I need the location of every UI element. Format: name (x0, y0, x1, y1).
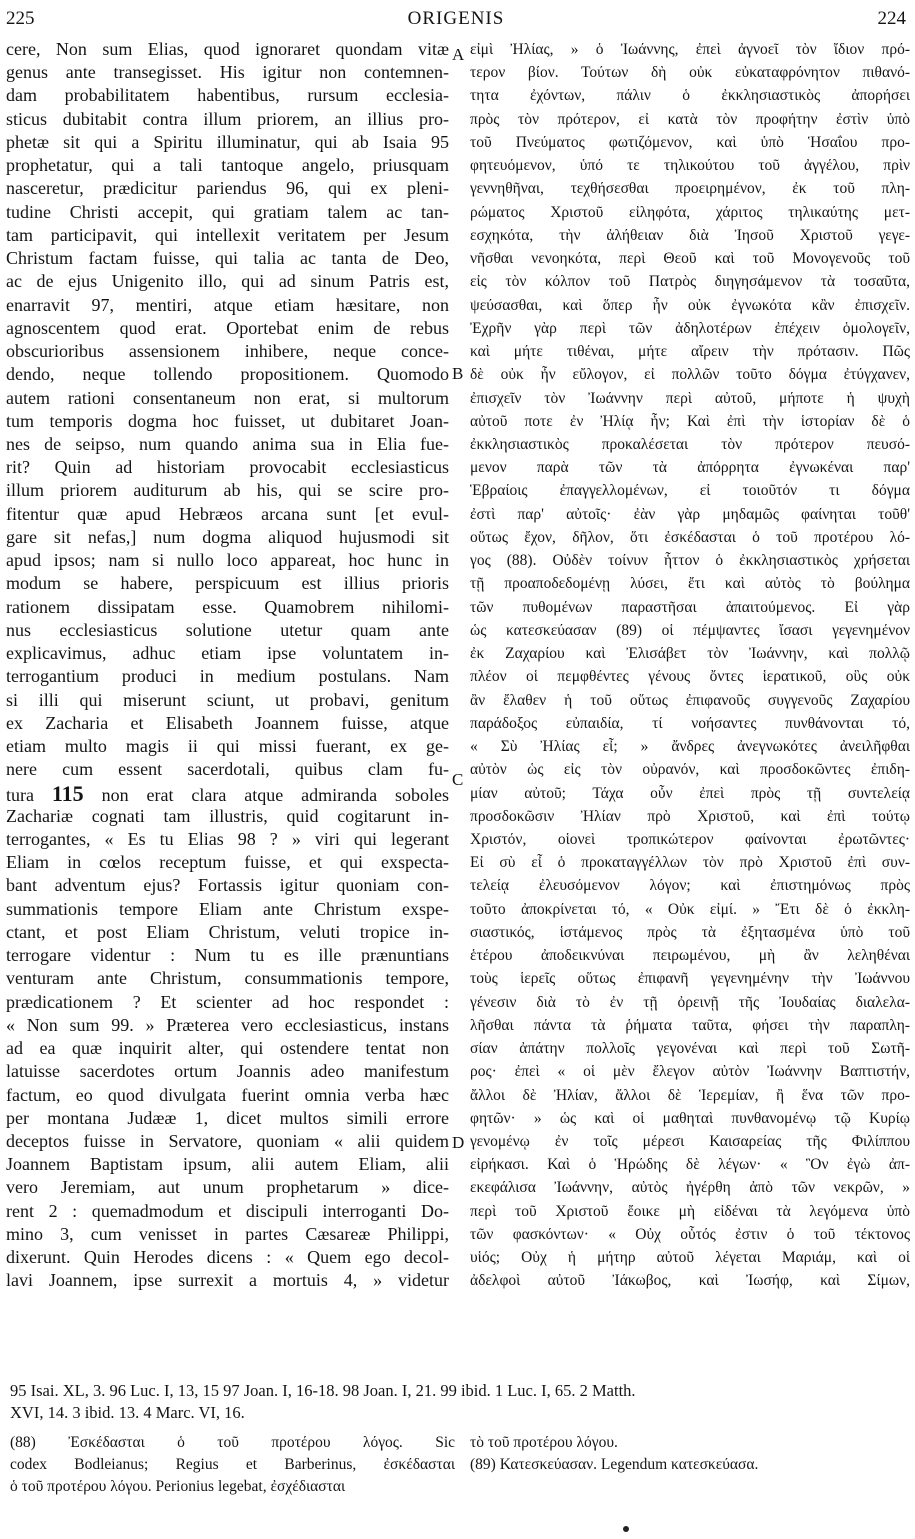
latin-line: Joannem Baptistam ipsum, alii autem Eliam, alii (6, 1154, 449, 1175)
latin-line: tura 115 non erat clara atque admiranda soboles (6, 780, 449, 806)
latin-line: Zachariæ cognati tam illustris, quid cogitarunt in- (6, 805, 449, 826)
greek-line: Ἐχρῆν γὰρ περὶ τῶν ἀδηλοτέρων ἐπέχειν ὁμολογεῖν, (470, 319, 910, 337)
latin-line: sticus dubitabit contra illum priorem, an illius pro- (6, 108, 449, 129)
greek-line: Ἑβραίοις ἐπαγγελλομένων, εἰ τοιοῦτόν τι δόγμα (470, 482, 910, 500)
notes_right-line: τὸ τοῦ προτέρου λόγου. (470, 1434, 618, 1451)
latin-line: rationem dissipatam esse. Quamobrem nihilomi- (6, 596, 449, 617)
greek-line: προσδοκῶσιν Ἠλίαν πρὸ Χριστοῦ, καὶ ἐπὶ τούτῳ (470, 807, 910, 825)
greek-line: πρὸς τὸν πρότερον, εἰ κατὰ τὸν προφήτην ἐστὶν ὑπὸ (470, 110, 910, 128)
greek-line: ἄλλοι δὲ Ἠλίαν, ἄλλοι δὲ Ἱερεμίαν, ἢ ἕνα τῶν προ- (470, 1086, 910, 1104)
latin-line: latuisse sacerdotes ortum Joannis adeo manifestum (6, 1061, 449, 1082)
latin-line: cere, Non sum Elias, quod ignoraret quondam vitæ (6, 39, 449, 59)
greek-line: μενον παρὰ τῶν τὰ ἀπόρρητα ἐγνωκέναι παρ' (470, 459, 910, 477)
page-number-right: 224 (877, 8, 906, 29)
latin-line: per montana Judææ 1, dicet multos simili errore (6, 1107, 449, 1128)
margin-letter-b: B (452, 364, 464, 383)
greek-line: ψεύσασθαι, καὶ ὅπερ ἦν οὐκ ἐγνωκότα κἂν ἐπισχεῖν. (470, 296, 910, 314)
greek-line: παράδοξος εὐπαιδία, τί νοήσαντες πυνθάνονται τό, (470, 714, 910, 732)
latin-line: Eliam in cœlos receptum fuisse, et qui exspecta- (6, 852, 449, 873)
latin-line: Christum factam fuisse, qui talia ac tanta de Deo, (6, 248, 449, 269)
latin-line: agnoscentem quod erat. Oportebat enim de rebus (6, 317, 449, 338)
greek-line: σιαστικός, ἱστάμενος πρὸς τὰ ἐξητασμένα ὑπὸ τοῦ (470, 923, 910, 941)
latin-line: terrogantium produci in medium postulans. Nam (6, 666, 449, 687)
greek-line: εσχηκότα, τὴν ἀλήθειαν διὰ Ἰησοῦ Χριστοῦ γεγε- (470, 226, 910, 244)
margin-letter-c: C (452, 770, 464, 789)
greek-line: ἐκ Ζαχαρίου καὶ Ἐλισάβετ τὸν Ἰωάννην, καὶ πολλῷ (470, 645, 910, 663)
greek-line: αὐτὸν ὡς εἰς τὸν οὐρανόν, καὶ προσδοκῶντες ἐπιδη- (470, 761, 910, 779)
latin-column (6, 38, 449, 1293)
greek-line: Χριστόν, οἱονεὶ τροπικώτερον φαίνονται ἐρωτῶντες· (470, 830, 910, 848)
latin-line: phetæ sit qui a Spiritu illuminatur, qui ab Isaia 95 (6, 131, 449, 152)
greek-line: λῆσθαι πάντα τὰ ῥήματα ταῦτα, φήσει τὴν παραπλη- (470, 1016, 910, 1034)
greek-line: πλέον οἱ πεμφθέντες γένους ὄντες ἱερατικοῦ, οὓς οὐκ (470, 668, 910, 686)
margin-letter-d: D (452, 1133, 465, 1152)
greek-line: εἰμὶ Ἠλίας, » ὁ Ἰωάννης, ἐπεὶ ἀγνοεῖ τὸν ἴδιον πρό- (470, 41, 910, 58)
latin-line: nasceretur, prædicitur pariendus 96, qui ex pleni- (6, 178, 449, 199)
page-dot (623, 1526, 629, 1532)
column-number: 115 (51, 780, 84, 806)
latin-line: ctant, et post Eliam Christum, veluti tropice in- (6, 921, 449, 942)
latin-line: obscurioribus assensionem inhibere, neque conce- (6, 341, 449, 362)
greek-line: μίαν αὐτοῦ; Τάχα οὖν ἐπεὶ πρὸς τῇ συντελείᾳ (470, 784, 910, 802)
greek-line: εἰς τὸν κόλπον τοῦ Πατρὸς διηγησάμενον τὰ τοσαῦτα, (470, 273, 910, 291)
latin-line: enarravit 97, mentiri, atque etiam hæsitare, non (6, 294, 449, 315)
latin-line: dendo, neque tollendo propositionem. Quomodo (6, 364, 449, 385)
notes_right-line: (89) Κατεσκεύασαν. Legendum κατεσκεύασα. (470, 1456, 759, 1473)
latin-line: ex Zacharia et Elisabeth Joannem fuisse, atque (6, 712, 449, 733)
greek-line: τῇ προαποδεδομένῃ λύσει, ἔτι καὶ αὐτὸς τὸ βούλημα (470, 575, 910, 593)
greek-line: ρος· ἐπεὶ « οἱ μὲν ἔλεγον αὐτὸν Ἰωάννην Βαπτιστήν, (470, 1063, 910, 1081)
references-line: 95 Isai. XL, 3. 96 Luc. I, 13, 15 97 Joan. I, 16-18. 98 Joan. I, 21. 99 ibid. 1 Luc. I, 65. 2 Matth. (10, 1381, 636, 1400)
latin-line: tudine Christi accepit, qui gratiam talem ac tan- (6, 201, 449, 222)
greek-line: αὐτοῦ ποτε ἐν Ἠλίᾳ ἦν; Καὶ ἐπὶ τὴν ἱστορίαν δὲ ὁ (470, 412, 910, 430)
greek-line: υἱός; Οὐχ ἡ μήτηρ αὐτοῦ λέγεται Μαριάμ, καὶ οἱ (470, 1249, 910, 1267)
latin-line: apud ipsos; nam si nullo loco appareat, hoc hunc in (6, 550, 449, 571)
greek-line: νῆσθαι νενοηκότα, περὶ Θεοῦ καὶ τοῦ Μονογενοῦς τοῦ (470, 250, 910, 268)
greek-line: τητα ἐχόντων, πάλιν ὁ ἐκκλησιαστικὸς ἀπορήσει (470, 87, 910, 105)
greek-line: ἑτέρου ἀποδεικνύναι πειρωμένου, μὴ ἂν λεληθέναι (470, 947, 910, 965)
notes_left-line: ὁ τοῦ προτέρου λόγου. Perionius legebat, ἐσχέδιασται (10, 1478, 346, 1495)
greek-line: τοὺς ἱερεῖς οὕτως ἐπιφανῆ γεγενημένην τὴν Ἰωάννου (470, 970, 910, 988)
latin-line: terrogare videntur : Num tu es ille prænuntians (6, 945, 449, 966)
notes_left-line: (88) Ἐσκέδασται ὁ τοῦ προτέρου λόγος. Sic (10, 1434, 455, 1451)
references-line: XVI, 14. 3 ibid. 13. 4 Marc. VI, 16. (10, 1403, 245, 1422)
greek-line: γεννηθῆναι, τεχθήσεσθαι προειρημένον, ἐκ τοῦ πλη- (470, 180, 910, 198)
latin-line: deceptos fuisse in Servatore, quoniam « alii quidem (6, 1131, 449, 1152)
latin-line: nes de seipso, num quando anima sua in Elia fue- (6, 433, 449, 454)
latin-line: illum priorem auditurum ab his, qui se scire pro- (6, 480, 449, 501)
greek-line: τοῦτο ἀποκρίνεται τό, « Οὐκ εἰμί. » Ἔτι δὲ ὁ ἐκκλη- (470, 900, 910, 918)
greek-line: καὶ μήτε τιθέναι, μήτε αἴρειν τὴν πρότασιν. Πῶς (470, 343, 910, 361)
latin-line: nere cum essent sacerdotali, quibus clam fu- (6, 759, 449, 780)
latin-line: rent 2 : quemadmodum et discipuli interroganti Do- (6, 1200, 449, 1221)
latin-line: « Non sum 99. » Præterea vero ecclesiasticus, instans (6, 1014, 449, 1035)
greek-line: γένεσιν διὰ τὸ ἐν τῇ ὀρεινῇ τῆς Ἰουδαίας διαλελα- (470, 993, 910, 1011)
greek-line: γενομένῳ ἐν τοῖς μέρεσι Καισαρείας τῆς Φιλίππου (470, 1133, 910, 1151)
latin-line: lavi Joannem, ipse surrexit a mortuis 4, » videtur (6, 1270, 449, 1291)
scripture-references (10, 1380, 905, 1424)
margin-letter-a: A (452, 45, 465, 64)
notes_left-line: codex Bodleianus; Regius et Barberinus, ἐσκέδασται (10, 1456, 455, 1473)
greek-line: οὕτως ἔχον, δῆλον, ὅτι ἐσκέδασται ὁ τοῦ προτέρου λό- (470, 528, 910, 546)
greek-line: τοῦ Πνεύματος φωτιζόμενον, καὶ ὑπὸ Ἡσαΐου προ- (470, 133, 910, 151)
greek-line: φητευόμενον, ὑπό τε τηλικούτου τοῦ ἀγγέλου, πρὶν (470, 157, 910, 175)
latin-line: fitentur quæ apud Hebræos arcana sunt [et evul- (6, 503, 449, 524)
latin-line: modum se habere, perspicuum est illius prioris (6, 573, 449, 594)
greek-line: ἂν ἔλαθεν ἡ τοῦ οὕτως ἐπιφανοῦς συγγενοῦς Ζαχαρίου (470, 691, 910, 709)
latin-line: gare sit nefas,] num dogma aliquod hujusmodi sit (6, 526, 449, 547)
latin-line: explicavimus, adhuc etiam ipse voluntatem in- (6, 643, 449, 664)
latin-line: venturam ante Christum, consummationis tempore, (6, 968, 449, 989)
page-number-left: 225 (6, 8, 35, 29)
greek-line: τῶν πυθομένων παραστῆσαι ἀπαιτούμενος. Εἰ γὰρ (470, 598, 910, 616)
greek-line: ὡς κατεσκεύασαν (89) οἱ πέμψαντες ἴσασι γεγενημένον (470, 621, 910, 639)
latin-line: bant adventum ejus? Fortassis igitur quoniam con- (6, 875, 449, 896)
greek-line: δὲ οὐκ ἦν εὔλογον, εἰ πολλῶν τοῦτο δόγμα ἐτύγχανεν, (470, 366, 910, 384)
footnotes-left (10, 1432, 455, 1498)
greek-line: εκεφάλισα Ἰωάννην, αὐτὸς ἠγέρθη ἀπὸ τῶν νεκρῶν, » (470, 1179, 910, 1197)
latin-line: factum, eo quod divulgata fuerint omnia verba hæc (6, 1084, 449, 1105)
latin-line: si illi qui miserunt sciunt, ut probavi, genitum (6, 689, 449, 710)
latin-line: tam participavit, qui intellexit veritatem per Jesum (6, 224, 449, 245)
greek-line: τερον βίον. Τούτων δὴ οὐκ εὐκαταφρόνητον πιθανό- (470, 64, 910, 82)
latin-line: summationis tempore Eliam ante Christum exspe- (6, 898, 449, 919)
latin-line: dam probabilitatem habentibus, rursum ecclesia- (6, 85, 449, 106)
greek-line: περὶ τοῦ Χριστοῦ ἔοικε μὴ εἰδέναι τὰ λεγόμενα ὑπὸ (470, 1202, 910, 1220)
page-header (6, 6, 906, 32)
latin-line: ac de ejus Unigenito illo, qui ad sinum Patris est, (6, 271, 449, 292)
greek-line: ἐκκλησιαστικὸς προκαλέσεται τὸν πρότερον πευσό- (470, 435, 910, 453)
greek-line: ἐστὶ παρ' αὐτοῖς· ἐὰν γὰρ μηδαμῶς φαίνηται τοῦθ' (470, 505, 910, 523)
latin-line: prophetatur, qui a tali tantoque angelo, priusquam (6, 155, 449, 176)
latin-line: etiam multo magis ii qui missi fuerant, ex ge- (6, 736, 449, 757)
greek-line: ρώματος Χριστοῦ εἰληφότα, χάριτος τηλικαύτης μετ- (470, 203, 910, 221)
latin-line: ad ea quæ inquirit alter, qui ostendere tentat non (6, 1038, 449, 1059)
latin-line: prædicationem ? Et scienter ad hoc respondet : (6, 991, 449, 1012)
running-title: ORIGENIS (407, 8, 505, 29)
latin-line: terrogantes, « Es tu Elias 98 ? » viri qui legerant (6, 828, 449, 849)
footnotes-right (470, 1432, 910, 1476)
latin-line: mino 3, cum venisset in partes Cæsareæ Philippi, (6, 1223, 449, 1244)
latin-line: autem rationi consentaneum non erat, si multorum (6, 387, 449, 408)
greek-line: ἐπισχεῖν τὸν Ἰωάννην περὶ αὐτοῦ, μήποτε ἡ ψυχὴ (470, 389, 910, 407)
greek-line: ἀδελφοὶ αὐτοῦ Ἰάκωβος, καὶ Ἰωσήφ, καὶ Σίμων, (470, 1272, 910, 1290)
latin-line: dixerunt. Quin Herodes dicens : « Quem ego decol- (6, 1247, 449, 1268)
greek-line: σίαν ἀπάτην πολλοῖς γεγονέναι καὶ περὶ τοῦ Σωτῆ- (470, 1040, 910, 1058)
latin-line: rit? Quin ad historiam provocabit ecclesiasticus (6, 457, 449, 478)
latin-line: genus ante transegisset. His igitur non contemnen- (6, 62, 449, 83)
greek-line: τελείᾳ ἐλευσόμενον λόγον; καὶ ἐπιστημόνως πρὸς (470, 877, 910, 895)
latin-line: tum temporis dogma hoc fuisset, ut dubitaret Joan- (6, 410, 449, 431)
latin-line: vero Jeremiam, aut unum prophetarum » dice- (6, 1177, 449, 1198)
latin-line: nus ecclesiasticus solutione utetur quam ante (6, 619, 449, 640)
greek-line: φητῶν· » ὡς καὶ οἱ μαθηταὶ πυνθανομένῳ τῷ Κυρίῳ (470, 1109, 910, 1127)
greek-line: τῶν φασκόντων· « Οὐχ οὗτός ἐστιν ὁ τοῦ τέκτονος (470, 1225, 910, 1243)
greek-line: εἰρήκασι. Καὶ ὁ Ἡρώδης δὲ λέγων· « Ὃν ἐγὼ ἀπ- (470, 1156, 910, 1174)
greek-line: γος (88). Οὐδὲν τοίνυν ἧττον ὁ ἐκκλησιαστικὸς χρήσεται (470, 552, 910, 570)
greek-line: « Σὺ Ἠλίας εἶ; » ἄνδρες ἀνεγνωκότες ἀνειλῆφθαι (470, 738, 910, 756)
greek-column (470, 38, 910, 1293)
greek-line: Εἰ σὺ εἶ ὁ προκαταγγέλλων τὸν πρὸ Χριστοῦ ἐπὶ συν- (470, 854, 910, 872)
